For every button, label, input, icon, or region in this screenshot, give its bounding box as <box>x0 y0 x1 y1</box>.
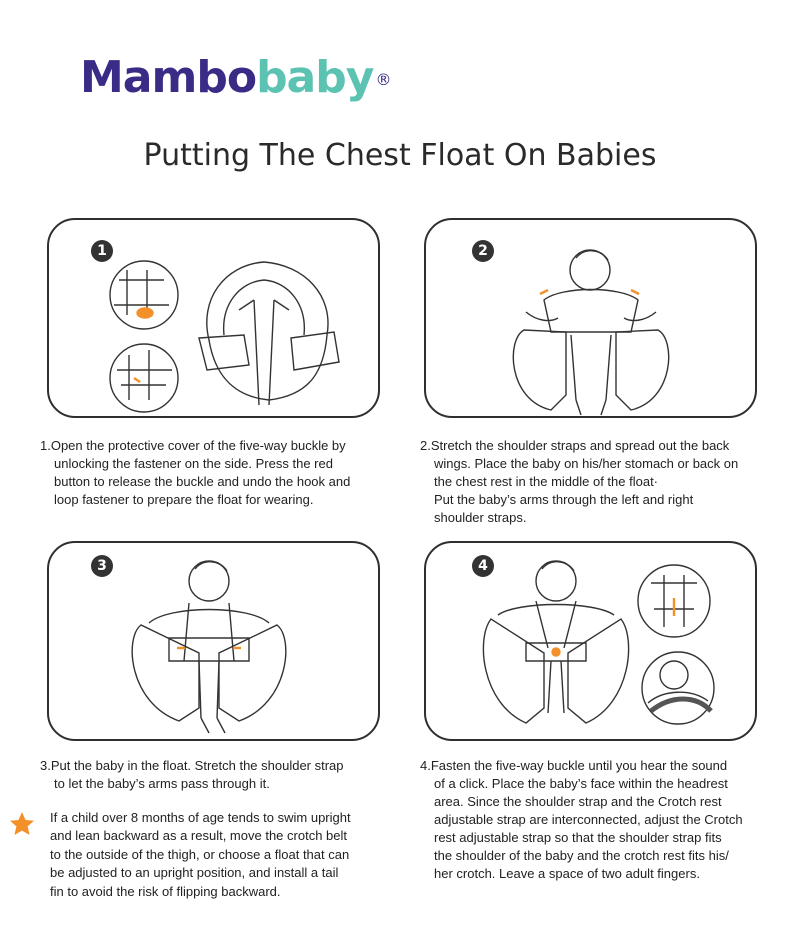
step-1-illustration-panel <box>47 218 380 418</box>
star-icon <box>8 810 36 838</box>
step-3-line: 3.Put the baby in the float. Stretch the shoulder strap <box>40 758 344 773</box>
step-2-line: wings. Place the baby on his/her stomach or back on <box>434 456 739 471</box>
baby-on-float-illustration <box>426 220 759 420</box>
step-2-line: 2.Stretch the shoulder straps and spread out the back <box>420 438 730 453</box>
step-1-number-badge: 1 <box>91 240 113 262</box>
step-4-line: rest adjustable strap so that the shoulder strap fits <box>434 830 722 845</box>
step-1-line: 1.Open the protective cover of the five-way buckle by <box>40 438 346 453</box>
step-1-line: unlocking the fastener on the side. Press the red <box>54 456 333 471</box>
step-4-line: the shoulder of the baby and the crotch rest fits his/ <box>434 848 729 863</box>
step-4-line: 4.Fasten the five-way buckle until you hear the sound <box>420 758 728 773</box>
step-3-number-badge: 3 <box>91 555 113 577</box>
step-2-line: Put the baby’s arms through the left and right <box>434 492 694 507</box>
safety-note-line: to the outside of the thigh, or choose a float that can <box>50 846 350 862</box>
step-3-illustration-panel <box>47 541 380 741</box>
page-title: Putting The Chest Float On Babies <box>143 138 657 173</box>
step-4-line: of a click. Place the baby’s face within the headrest <box>434 776 728 791</box>
step-1-line: button to release the buckle and undo the hook and <box>54 474 351 489</box>
safety-note-line: be adjusted to an upright position, and install a tail <box>50 865 339 881</box>
step-1-instructions <box>40 437 390 509</box>
baby-through-straps-illustration <box>49 543 382 743</box>
registered-mark: ® <box>375 70 391 89</box>
step-2-instructions <box>420 437 770 527</box>
safety-note-line: fin to avoid the risk of flipping backward. <box>50 883 281 899</box>
brand-name-part2: baby <box>256 52 374 103</box>
step-3-line: to let the baby’s arms pass through it. <box>54 776 270 791</box>
buckle-fastened-illustration <box>426 543 759 743</box>
brand-name-part1: Mambo <box>80 52 257 103</box>
step-2-illustration-panel <box>424 218 757 418</box>
step-3-instructions <box>40 757 390 793</box>
safety-note-line: If a child over 8 months of age tends to swim upright <box>50 810 351 825</box>
step-4-illustration-panel <box>424 541 757 741</box>
safety-note <box>50 809 390 901</box>
step-2-number-badge: 2 <box>472 240 494 262</box>
step-1-line: loop fastener to prepare the float for wearing. <box>54 492 314 507</box>
step-4-line: area. Since the shoulder strap and the Crotch rest <box>434 794 722 809</box>
float-buckle-illustration <box>49 220 382 420</box>
step-4-line: adjustable strap are interconnected, adjust the Crotch <box>434 812 743 827</box>
safety-note-line: and lean backward as a result, move the crotch belt <box>50 828 347 844</box>
brand-logo <box>80 52 390 103</box>
step-4-number-badge: 4 <box>472 555 494 577</box>
step-4-instructions <box>420 757 770 883</box>
step-2-line: the chest rest in the middle of the float· <box>434 474 659 489</box>
step-4-line: her crotch. Leave a space of two adult fingers. <box>434 866 700 881</box>
step-2-line: shoulder straps. <box>434 510 527 525</box>
